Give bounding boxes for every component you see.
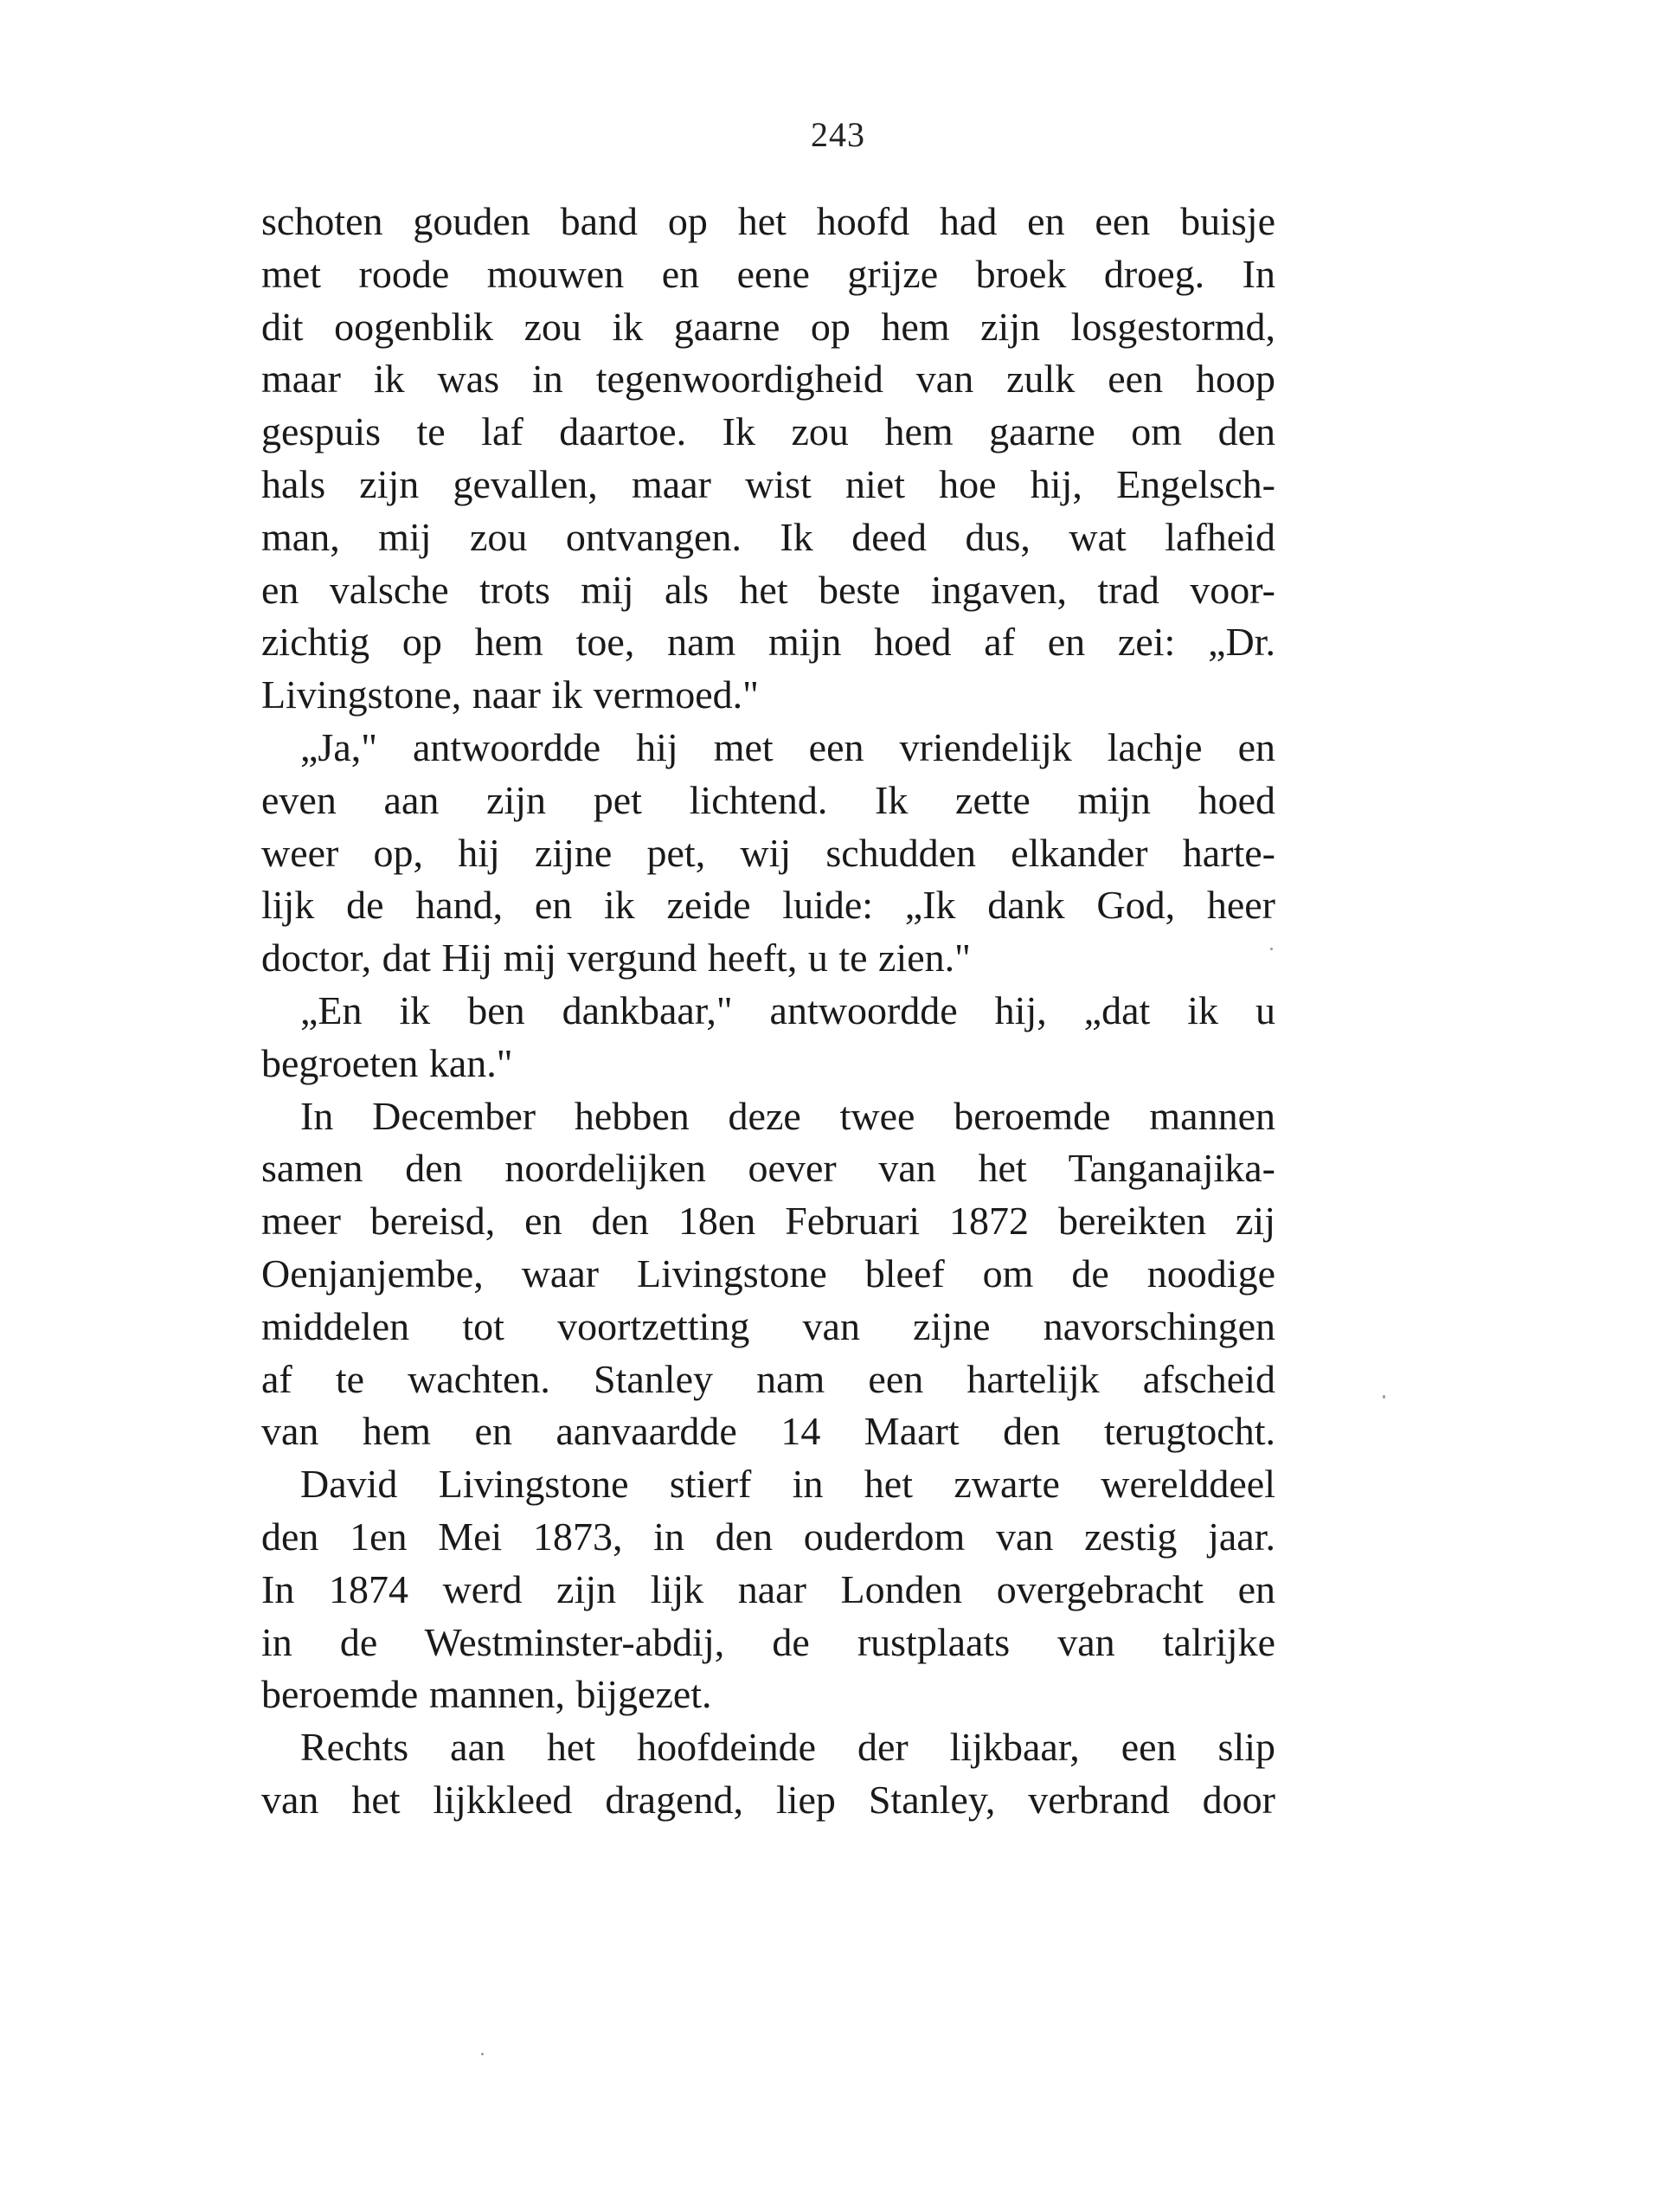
text-line: In December hebben deze twee beroemde mannen <box>300 1093 1275 1138</box>
text-line: man, mij zou ontvangen. Ik deed dus, wat lafheid <box>261 514 1275 559</box>
paragraph-3 <box>261 985 1275 1090</box>
paragraph-4 <box>261 1090 1275 1459</box>
text-line: lijk de hand, en ik zeide luide: „Ik dank God, heer <box>261 883 1275 928</box>
text-line: af te wachten. Stanley nam een hartelijk afscheid <box>261 1356 1275 1401</box>
text-line: meer bereisd, en den 18en Februari 1872 bereikten zij <box>261 1199 1275 1244</box>
paragraph-6 <box>261 1721 1275 1827</box>
scan-speck <box>481 2053 484 2055</box>
paragraph-2 <box>261 722 1275 985</box>
text-line: Oenjanjembe, waar Livingstone bleef om de noodige <box>261 1251 1275 1296</box>
text-line: „Ja," antwoordde hij met een vriendelijk lachje en <box>300 724 1275 769</box>
text-line: beroemde mannen, bijgezet. <box>261 1672 712 1717</box>
text-line: van hem en aanvaardde 14 Maart den terugtocht. <box>261 1409 1275 1454</box>
text-line: In 1874 werd zijn lijk naar Londen overgebracht en <box>261 1566 1275 1611</box>
text-line: van het lijkkleed dragend, liep Stanley, verbrand door <box>261 1777 1275 1822</box>
text-line: even aan zijn pet lichtend. Ik zette mijn hoed <box>261 777 1275 822</box>
text-line: weer op, hij zijne pet, wij schudden elkander harte- <box>261 830 1275 875</box>
text-line: Rechts aan het hoofdeinde der lijkbaar, een slip <box>300 1725 1275 1770</box>
text-line: zichtig op hem toe, nam mijn hoed af en zei: „Dr. <box>261 620 1275 665</box>
text-line: en valsche trots mij als het beste ingaven, trad voor- <box>261 567 1275 612</box>
paragraph-5 <box>261 1458 1275 1721</box>
text-line: met roode mouwen en eene grijze broek droeg. In <box>261 251 1275 296</box>
text-line: gespuis te laf daartoe. Ik zou hem gaarne om den <box>261 409 1275 454</box>
page-number: 243 <box>811 115 865 154</box>
scan-speck <box>1270 948 1273 950</box>
text-line: maar ik was in tegenwoordigheid van zulk een hoop <box>261 357 1275 402</box>
text-line: David Livingstone stierf in het zwarte werelddeel <box>300 1462 1275 1507</box>
text-line: den 1en Mei 1873, in den ouderdom van zestig jaar. <box>261 1514 1275 1559</box>
text-line: begroeten kan." <box>261 1040 513 1085</box>
text-line: Livingstone, naar ik vermoed." <box>261 672 759 717</box>
text-line: doctor, dat Hij mij vergund heeft, u te zien." <box>261 936 971 981</box>
text-line: schoten gouden band op het hoofd had en een buisje <box>261 199 1275 243</box>
text-line: samen den noordelijken oever van het Tanganajika- <box>261 1146 1275 1191</box>
text-line: hals zijn gevallen, maar wist niet hoe hij, Engelsch- <box>261 461 1275 506</box>
text-line: in de Westminster-abdij, de rustplaats van talrijke <box>261 1619 1275 1664</box>
paragraph-1 <box>261 196 1275 722</box>
text-line: dit oogenblik zou ik gaarne op hem zijn losgestormd, <box>261 304 1275 349</box>
scan-speck <box>1383 1395 1385 1399</box>
text-line: „En ik ben dankbaar," antwoordde hij, „dat ik u <box>300 987 1275 1032</box>
text-line: middelen tot voortzetting van zijne navorschingen <box>261 1303 1275 1348</box>
body-text <box>261 196 1275 1827</box>
